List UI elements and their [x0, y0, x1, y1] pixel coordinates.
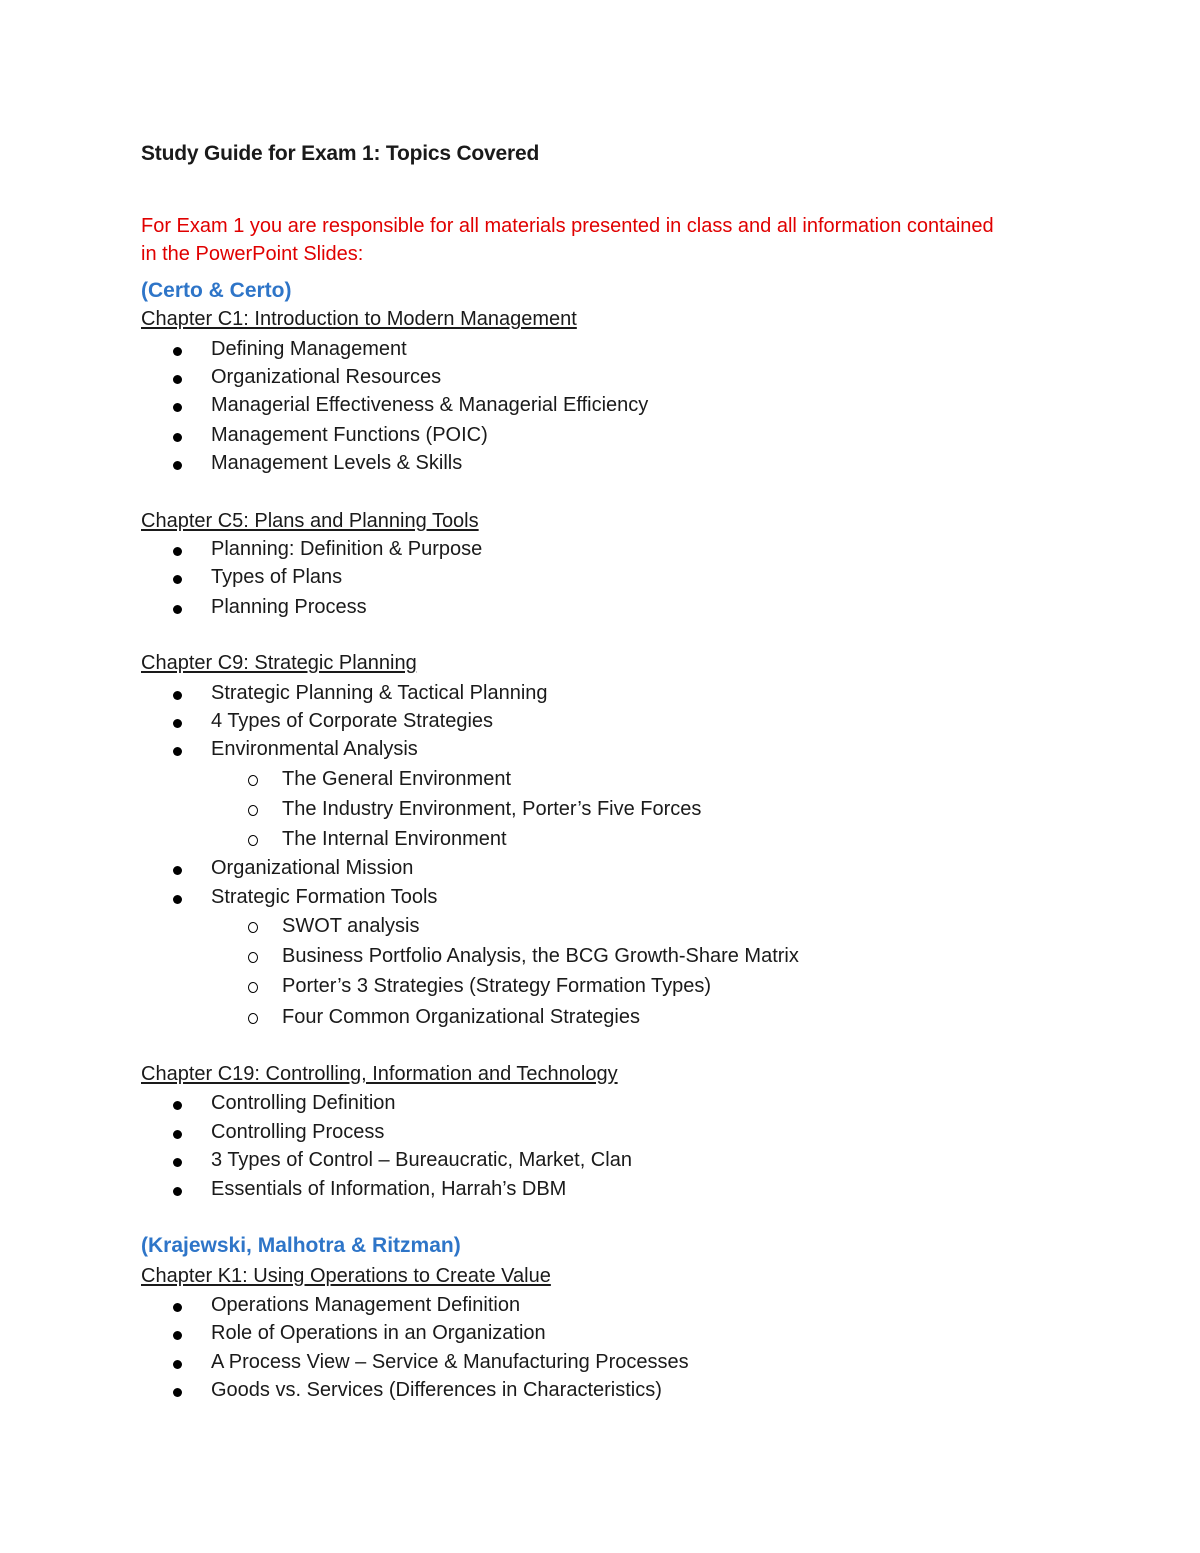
bullet-icon: [173, 895, 182, 904]
page-title: Study Guide for Exam 1: Topics Covered: [141, 142, 540, 165]
hollow-bullet-icon: [248, 805, 258, 816]
sub-list-item-text: SWOT analysis: [282, 915, 420, 937]
list-item: [211, 738, 418, 761]
bullet-icon: [173, 375, 182, 384]
sub-list-item: [282, 828, 507, 851]
chapter-heading: Chapter C1: Introduction to Modern Management: [141, 308, 577, 330]
bullet-icon: [173, 605, 182, 614]
sub-list-item: [282, 1006, 640, 1029]
sub-list-item-text: The Industry Environment, Porter’s Five Forces: [282, 798, 702, 820]
hollow-bullet-icon: [248, 775, 258, 786]
list-item-text: Types of Plans: [211, 566, 343, 588]
list-item-text: Role of Operations in an Organization: [211, 1322, 546, 1344]
list-item-text: A Process View – Service & Manufacturing Processes: [211, 1351, 689, 1373]
list-item-text: Controlling Definition: [211, 1092, 396, 1114]
list-item-text: Goods vs. Services (Differences in Characteristics): [211, 1379, 662, 1401]
list-item-text: Planning Process: [211, 596, 367, 618]
list-item-text: Operations Management Definition: [211, 1294, 521, 1316]
bullet-icon: [173, 1331, 182, 1340]
bullet-icon: [173, 1388, 182, 1397]
book-heading: (Krajewski, Malhotra & Ritzman): [141, 1234, 461, 1257]
sub-list-item-text: Four Common Organizational Strategies: [282, 1006, 640, 1028]
sub-list-item: [282, 945, 799, 968]
hollow-bullet-icon: [248, 1013, 258, 1024]
bullet-icon: [173, 1158, 182, 1167]
hollow-bullet-icon: [248, 835, 258, 846]
bullet-icon: [173, 461, 182, 470]
bullet-icon: [173, 1101, 182, 1110]
list-item: [211, 452, 462, 475]
list-item: [211, 1178, 566, 1201]
list-item: [211, 682, 548, 705]
book-heading: (Certo & Certo): [141, 279, 292, 302]
list-item: [211, 886, 437, 909]
bullet-icon: [173, 547, 182, 556]
list-item-text: 4 Types of Corporate Strategies: [211, 710, 494, 732]
bullet-icon: [173, 1360, 182, 1369]
list-item: [211, 424, 488, 447]
list-item: [211, 394, 648, 417]
hollow-bullet-icon: [248, 922, 258, 933]
list-item: [211, 1092, 396, 1115]
chapter-heading: Chapter C5: Plans and Planning Tools: [141, 510, 479, 532]
list-item: [211, 1121, 384, 1144]
sub-list-item-text: The General Environment: [282, 768, 512, 790]
list-item-text: Environmental Analysis: [211, 738, 418, 760]
list-item: [211, 857, 413, 880]
bullet-icon: [173, 575, 182, 584]
list-item: [211, 1322, 546, 1345]
list-item: [211, 366, 441, 389]
sub-list-item: [282, 915, 419, 938]
bullet-icon: [173, 719, 182, 728]
chapter-heading: Chapter C19: Controlling, Information and Technology: [141, 1063, 618, 1085]
list-item-text: Controlling Process: [211, 1121, 385, 1143]
bullet-icon: [173, 747, 182, 756]
sub-list-item-text: The Internal Environment: [282, 828, 507, 850]
bullet-icon: [173, 433, 182, 442]
sub-list-item: [282, 768, 511, 791]
sub-list-item: [282, 975, 711, 998]
bullet-icon: [173, 1187, 182, 1196]
list-item-text: 3 Types of Control – Bureaucratic, Market, Clan: [211, 1149, 632, 1171]
bullet-icon: [173, 1303, 182, 1312]
list-item-text: Strategic Formation Tools: [211, 886, 438, 908]
list-item-text: Defining Management: [211, 338, 407, 360]
list-item-text: Management Levels & Skills: [211, 452, 463, 474]
list-item: [211, 1351, 689, 1374]
list-item: [211, 710, 493, 733]
list-item-text: Strategic Planning & Tactical Planning: [211, 682, 548, 704]
list-item: [211, 566, 342, 589]
list-item: [211, 1149, 632, 1172]
list-item-text: Planning: Definition & Purpose: [211, 538, 483, 560]
bullet-icon: [173, 866, 182, 875]
list-item: [211, 1379, 662, 1402]
chapter-heading: Chapter C9: Strategic Planning: [141, 652, 417, 674]
bullet-icon: [173, 691, 182, 700]
bullet-icon: [173, 403, 182, 412]
list-item-text: Organizational Resources: [211, 366, 442, 388]
sub-list-item-text: Porter’s 3 Strategies (Strategy Formation Types): [282, 975, 712, 997]
sub-list-item: [282, 798, 701, 821]
hollow-bullet-icon: [248, 952, 258, 963]
list-item: [211, 596, 367, 619]
sub-list-item-text: Business Portfolio Analysis, the BCG Growth-Share Matrix: [282, 945, 799, 967]
list-item-text: Managerial Effectiveness & Managerial Efficiency: [211, 394, 649, 416]
bullet-icon: [173, 347, 182, 356]
list-item-text: Essentials of Information, Harrah’s DBM: [211, 1178, 567, 1200]
list-item-text: Organizational Mission: [211, 857, 414, 879]
hollow-bullet-icon: [248, 982, 258, 993]
list-item: [211, 338, 407, 361]
list-item: [211, 1294, 520, 1317]
chapter-heading: Chapter K1: Using Operations to Create Value: [141, 1265, 551, 1287]
list-item-text: Management Functions (POIC): [211, 424, 488, 446]
bullet-icon: [173, 1130, 182, 1139]
list-item: [211, 538, 482, 561]
intro-note: For Exam 1 you are responsible for all materials presented in class and all information contained in the PowerPoint Slides:: [141, 215, 994, 265]
